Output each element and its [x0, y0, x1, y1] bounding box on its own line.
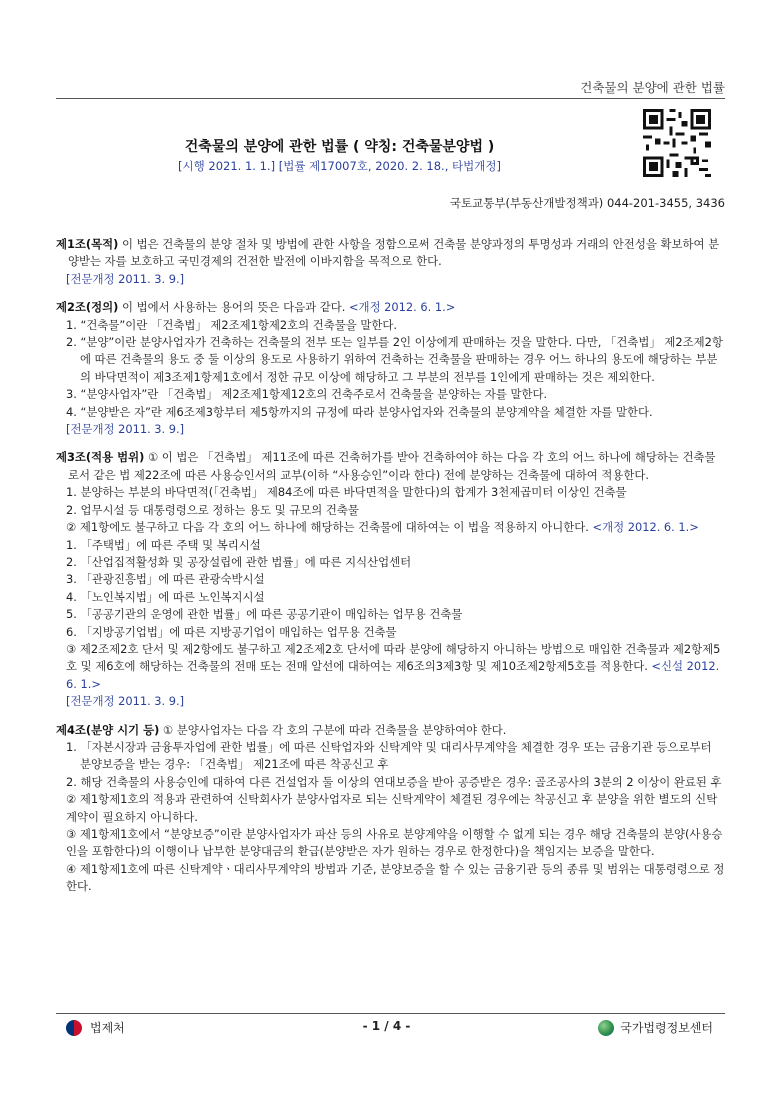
list-item: 3. “분양사업자”란 「건축법」 제2조제1항제12호의 건축주로서 건축물을 분양하는 자를 말한다.	[66, 387, 548, 402]
page-number: - 1 / 4 -	[362, 1019, 411, 1033]
list-item: 3. 「관광진흥법」에 따른 관광숙박시설	[66, 572, 265, 587]
article-2	[56, 299, 725, 438]
source-name: 국가법령정보센터	[620, 1021, 713, 1035]
header-divider	[56, 98, 725, 99]
law-title: 건축물의 분양에 관한 법률 ( 약칭: 건축물분양법 )	[184, 139, 495, 155]
running-header: 건축물의 분양에 관한 법률	[580, 80, 725, 95]
article-text: ① 분양사업자는 다음 각 호의 구분에 따라 건축물을 분양하여야 한다.	[159, 722, 507, 737]
list-item: 1. 「주택법」에 따른 주택 및 복리시설	[66, 537, 261, 552]
paragraph: ③ 제1항제1호에서 “분양보증”이란 분양사업자가 파산 등의 사유로 분양계약을 이행할 수 없게 되는 경우 해당 건축물의 분양(사용승인을 포함한다)의 이행이나 납부한 분양대금의 환급(분양받은 자가 원하는 경우로 한정한다)을 책임지는 보증을 말한다.	[66, 827, 723, 859]
article-heading[interactable]: 제1조(목적)	[56, 237, 119, 251]
revision-note[interactable]: [전문개정 2011. 3. 9.]	[66, 271, 185, 286]
amendment-note[interactable]: <개정 2012. 6. 1.>	[592, 520, 699, 535]
ministry-contact: 국토교통부(부동산개발정책과) 044-201-3455, 3436	[449, 196, 725, 210]
list-item: 5. 「공공기관의 운영에 관한 법률」에 따른 공공기관이 매입하는 업무용 건축물	[66, 607, 463, 622]
law-body	[56, 236, 725, 897]
list-item: 1. “건축물”이란 「건축법」 제2조제1항제2호의 건축물을 말한다.	[66, 317, 397, 332]
publisher-name: 법제처	[90, 1021, 125, 1035]
list-item: 4. 「노인복지법」에 따른 노인복지시설	[66, 589, 265, 604]
article-heading[interactable]: 제4조(분양 시기 등)	[56, 722, 160, 737]
amendment-note[interactable]: <신설 2012. 6. 1.>	[66, 659, 720, 691]
qr-code-icon[interactable]	[640, 106, 714, 180]
list-item: 1. 「자본시장과 금융투자업에 관한 법률」에 따른 신탁업자와 신탁계약 및 대리사무계약을 체결한 경우 또는 금융기관 등으로부터 분양보증을 받는 경우: 「건축법」 제21조에 따른 착공신고 후	[66, 739, 712, 772]
list-item: 2. 해당 건축물의 사용승인에 대하여 다른 건설업자 둘 이상의 연대보증을 받아 공증받은 경우: 골조공사의 3분의 2 이상이 완료된 후	[66, 774, 722, 789]
globe-logo-icon	[598, 1020, 614, 1036]
amendment-note[interactable]: <개정 2012. 6. 1.>	[349, 300, 456, 315]
paragraph	[56, 519, 725, 536]
revision-note[interactable]: [전문개정 2011. 3. 9.]	[66, 422, 185, 437]
revision-note[interactable]: [전문개정 2011. 3. 9.]	[66, 694, 185, 709]
footer-divider	[56, 1013, 725, 1014]
article-text: 이 법에서 사용하는 용어의 뜻은 다음과 같다.	[118, 300, 350, 315]
article-1	[56, 236, 725, 288]
paragraph: ④ 제1항제1호에 따른 신탁계약ㆍ대리사무계약의 방법과 기준, 분양보증을 할 수 있는 금융기관 등의 종류 및 범위는 대통령령으로 정한다.	[66, 861, 725, 894]
list-item: 2. 업무시설 등 대통령령으로 정하는 용도 및 규모의 건축물	[66, 502, 359, 517]
list-item: 2. 「산업집적활성화 및 공장설립에 관한 법률」에 따른 지식산업센터	[66, 554, 412, 569]
footer-source	[598, 1019, 713, 1036]
article-text: 이 법은 건축물의 분양 절차 및 방법에 관한 사항을 정함으로써 건축물 분양과정의 투명성과 거래의 안전성을 확보하여 분양받는 자를 보호하고 국민경제의 건전한 발전에 이바지함을 목적으로 한다.	[68, 237, 720, 269]
list-item: 4. “분양받은 자”란 제6조제3항부터 제5항까지의 규정에 따라 분양사업자와 건축물의 분양계약을 체결한 자를 말한다.	[66, 404, 653, 419]
paragraph-text: ③ 제2조제2호 단서 및 제2항에도 불구하고 제2조제2호 단서에 따라 분양에 해당하지 아니하는 방법으로 매입한 건축물과 제2항제5호 및 제6호에 해당하는 건축물의 전매 또는 전매 알선에 대하여는 제6조의3제3항 및 제10조제2항제5호를 적용한다.	[66, 641, 721, 674]
article-heading[interactable]: 제2조(정의)	[56, 300, 119, 315]
article-heading[interactable]: 제3조(적용 범위)	[56, 450, 145, 465]
list-item: 1. 분양하는 부분의 바닥면적(「건축법」 제84조에 따른 바닥면적을 말한다)의 합계가 3천제곱미터 이상인 건축물	[66, 485, 627, 500]
paragraph	[56, 641, 725, 693]
paragraph-text: ② 제1항에도 불구하고 다음 각 호의 어느 하나에 해당하는 건축물에 대하여는 이 법을 적용하지 아니한다.	[66, 520, 593, 535]
list-item: 2. “분양”이란 분양사업자가 건축하는 건축물의 전부 또는 일부를 2인 이상에게 판매하는 것을 말한다. 다만, 「건축법」 제2조제2항에 따른 건축물의 용도 중 둘 이상의 용도로 사용하기 위하여 건축하는 건축물을 판매하는 경우 어느 하나의 용도에 해당하는 부분의 바닥면적이 제3조제1항제1호에서 정한 규모 이상에 해당하고 그 부분의 전부를 1인에게 판매하는 것은 제외한다.	[66, 335, 723, 384]
article-3	[56, 449, 725, 710]
article-4	[56, 722, 725, 896]
paragraph: ② 제1항제1호의 적용과 관련하여 신탁회사가 분양사업자로 되는 신탁계약이 체결된 경우에는 착공신고 후 분양을 위한 별도의 신탁계약이 필요하지 아니하다.	[66, 792, 718, 824]
law-enforcement-info[interactable]: [시행 2021. 1. 1.] [법률 제17007호, 2020. 2. 18., 타법개정]	[178, 159, 501, 173]
article-text: ① 이 법은 「건축법」 제11조에 따른 건축허가를 받아 건축하여야 하는 다음 각 호의 어느 하나에 해당하는 건축물로서 같은 법 제22조에 따른 사용승인서의 교부(이하 “사용승인”이라 한다) 전에 분양하는 건축물에 대하여 적용한다.	[68, 450, 716, 482]
list-item: 6. 「지방공기업법」에 따른 지방공기업이 매입하는 업무용 건축물	[66, 624, 397, 639]
